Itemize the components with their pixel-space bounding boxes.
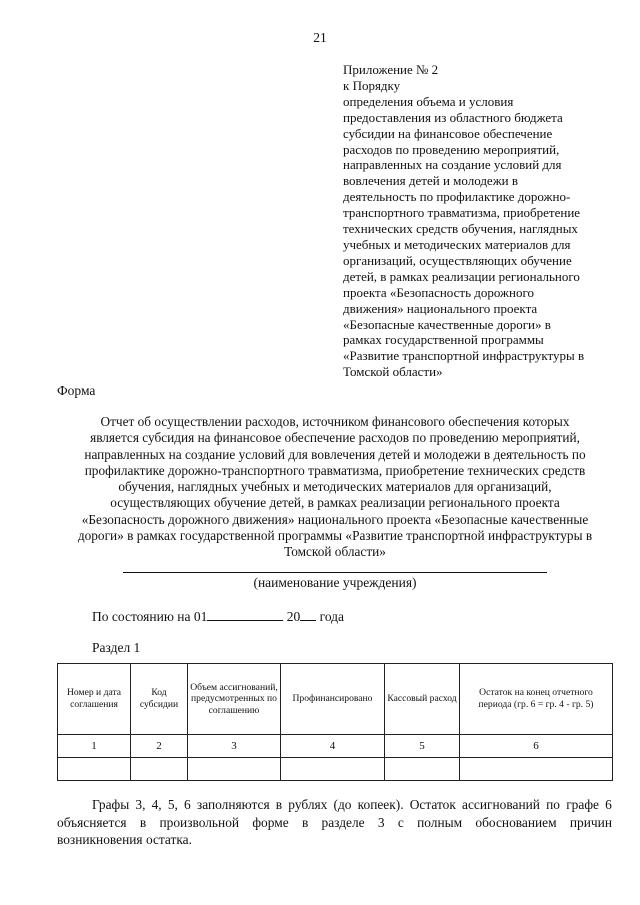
appendix-line: к Порядку bbox=[343, 77, 401, 93]
word: заполняются bbox=[196, 797, 270, 812]
table-header-cell: Профинансировано bbox=[281, 664, 385, 735]
appendix-line: расходов по проведению мероприятий, bbox=[343, 141, 560, 157]
table-header-row bbox=[58, 664, 613, 735]
report-title-line: направленных на создание условий для вовлечения детей и молодежи в деятельность по bbox=[84, 446, 586, 462]
report-title-line: Отчет об осуществлении расходов, источником финансового обеспечения которых bbox=[100, 414, 570, 429]
word: произвольной bbox=[159, 814, 240, 830]
institution-caption: (наименование учреждения) bbox=[253, 575, 417, 590]
word: причин bbox=[569, 814, 612, 830]
appendix-line: «Безопасные качественные дороги» в bbox=[343, 316, 551, 332]
section-label: Раздел 1 bbox=[92, 640, 141, 655]
report-title-line: обучения, наглядных учебных и методических материалов для организаций, bbox=[118, 479, 552, 495]
table-cell[interactable] bbox=[58, 758, 131, 781]
word: 4, bbox=[151, 797, 162, 812]
appendix-line: технических средств обучения, наглядных bbox=[343, 221, 578, 237]
institution-name-field[interactable] bbox=[123, 572, 547, 573]
word: по bbox=[546, 797, 561, 812]
appendix-line: Томской области» bbox=[343, 364, 443, 380]
table-header-cell: Остаток на конец отчетного периода (гр. 6 = гр. 4 - гр. 5) bbox=[460, 664, 613, 735]
table-header-cell: Код субсидии bbox=[131, 664, 188, 735]
word: объясняется bbox=[57, 814, 127, 830]
appendix-line: учебных и методических материалов для bbox=[343, 236, 571, 252]
word: графе bbox=[566, 797, 599, 812]
word: обоснованием bbox=[475, 814, 557, 830]
appendix-line: субсидии на финансовое обеспечение bbox=[343, 125, 553, 141]
column-number-cell: 5 bbox=[385, 735, 460, 758]
footnote bbox=[57, 796, 612, 849]
appendix-line: Приложение № 2 bbox=[343, 62, 439, 77]
appendix-line: транспортного травматизма, приобретение bbox=[343, 205, 581, 221]
column-number-cell: 6 bbox=[460, 735, 613, 758]
appendix-line: направленных на создание условий для bbox=[343, 157, 562, 173]
appendix-line: определения объема и условия bbox=[343, 93, 514, 109]
appendix-block bbox=[343, 62, 615, 380]
table-cell[interactable] bbox=[131, 758, 188, 781]
appendix-line: движения» национального проекта bbox=[343, 300, 538, 316]
word: в bbox=[139, 814, 147, 830]
year-blank-field[interactable] bbox=[300, 608, 316, 621]
appendix-line: деятельность по профилактике дорожно- bbox=[343, 189, 571, 205]
word: форме bbox=[252, 814, 289, 830]
report-title-line: осуществляющих обучение детей, в рамках реализации регионального проекта bbox=[110, 495, 560, 511]
word: 6 bbox=[184, 797, 191, 812]
appendix-line: предоставления из областного бюджета bbox=[343, 109, 563, 125]
column-number-cell: 2 bbox=[131, 735, 188, 758]
table-cell[interactable] bbox=[188, 758, 281, 781]
appendix-line: рамках государственной программы bbox=[343, 332, 544, 348]
report-title-line: «Безопасность дорожного движения» национального проекта «Безопасные качественные bbox=[81, 511, 589, 527]
report-title-line: является субсидия на финансовое обеспечение расходов по проведению мероприятий, bbox=[90, 430, 580, 446]
word: Графы bbox=[92, 797, 130, 812]
table-number-row bbox=[58, 735, 613, 758]
footnote-line-3: возникновения остатка. bbox=[57, 832, 192, 847]
appendix-line: детей, в рамках реализации регионального bbox=[343, 268, 580, 284]
report-title-line: Томской области» bbox=[284, 544, 386, 560]
month-blank-field[interactable] bbox=[207, 608, 283, 621]
word: копеек). bbox=[357, 797, 404, 812]
word: разделе bbox=[321, 814, 365, 830]
page-number: 21 bbox=[313, 30, 327, 45]
footnote-line-2 bbox=[57, 814, 612, 832]
appendix-line: вовлечения детей и молодежи в bbox=[343, 173, 519, 189]
report-title bbox=[55, 414, 615, 561]
appendix-line: «Развитие транспортной инфраструктуры в bbox=[343, 348, 585, 364]
table-header-cell: Кассовый расход bbox=[385, 664, 460, 735]
appendix-line: организаций, осуществляющих обучение bbox=[343, 252, 572, 268]
report-title-line: профилактике дорожно-транспортного травматизма, приобретение технических средств bbox=[84, 462, 586, 478]
word: полным bbox=[417, 814, 463, 830]
table-cell[interactable] bbox=[385, 758, 460, 781]
word: в bbox=[275, 797, 283, 812]
table-cell[interactable] bbox=[460, 758, 613, 781]
word: Остаток bbox=[409, 797, 456, 812]
as-of-year: 20 bbox=[286, 609, 301, 624]
as-of-suffix: года bbox=[316, 609, 345, 624]
word: ассигнований bbox=[462, 797, 540, 812]
as-of-date bbox=[92, 608, 344, 625]
table-row bbox=[58, 758, 613, 781]
word: в bbox=[301, 814, 309, 830]
as-of-prefix: По состоянию на 01 bbox=[92, 609, 208, 624]
word: рублях bbox=[288, 797, 328, 812]
word: 6 bbox=[605, 797, 612, 812]
word: 3 bbox=[377, 814, 385, 830]
column-number-cell: 1 bbox=[58, 735, 131, 758]
table-header-cell: Объем ассигнований, предусмотренных по соглашению bbox=[188, 664, 281, 735]
word: 5, bbox=[167, 797, 178, 812]
table-header-cell: Номер и дата соглашения bbox=[58, 664, 131, 735]
word: 3, bbox=[135, 797, 146, 812]
report-title-line: дороги» в рамках государственной программы «Развитие транспортной инфраструктуры в bbox=[77, 528, 593, 544]
table-cell[interactable] bbox=[281, 758, 385, 781]
report-table bbox=[57, 663, 613, 781]
word: (до bbox=[333, 797, 352, 812]
appendix-line: проекта «Безопасность дорожного bbox=[343, 284, 534, 300]
word: с bbox=[397, 814, 404, 830]
footnote-line-1 bbox=[57, 796, 612, 814]
column-number-cell: 4 bbox=[281, 735, 385, 758]
column-number-cell: 3 bbox=[188, 735, 281, 758]
form-label: Форма bbox=[57, 383, 96, 398]
